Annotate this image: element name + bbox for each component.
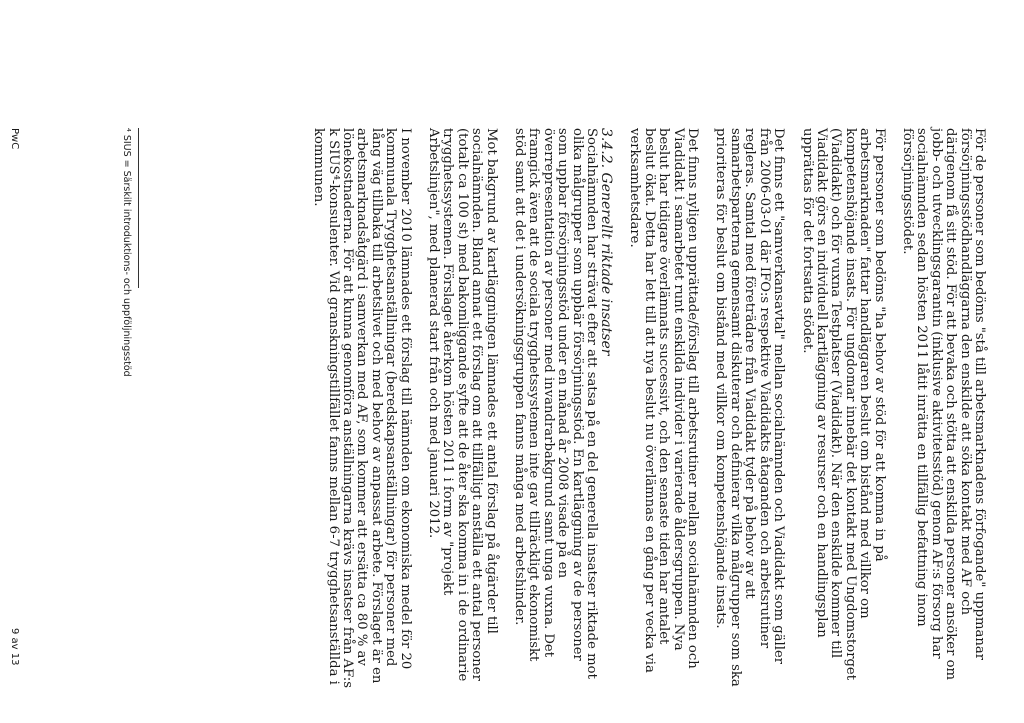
section-heading: 3.4.2. Generellt riktade insatser <box>598 128 615 356</box>
page-number: 9 av 13 <box>9 628 20 666</box>
paragraph: Socialnämnden har strävat efter att satsa på en del generella insatser riktade mot olika målgrupper som uppbär försörjningsstöd. En kartläggning av de personer som uppbar försörjningsstöd under en månad år 2008 visade på en överrepresentation av personer med invandrarbakgrund samt unga vuxna. Det framgick även att de sociala trygghetssystemen inte gav tillräckligt ekonomiskt stöd samt att det i undersökningsgruppen fanns många med arbetshinder. <box>512 128 600 679</box>
footer-brand: PwC <box>9 128 20 150</box>
paragraph: Det finns ett "samverkansavtal" mellan socialnämnden och Viadidakt som gäller från 2006-03-01 där IFO:s respektive Viadidakts åtaganden och arbetsrutiner regleras. Samtal med företrädare från Viadidakt tyder på behov av att samarbetsparterna gemensamt diskuterar och definierar vilka målgrupper som ska prioriteras för beslut om bistånd med villkor om kompetenshöjande insats. <box>713 128 787 687</box>
body-text <box>297 128 986 688</box>
paragraph: Mot bakgrund av kartläggningen lämnades ett antal förslag på åtgärder till socialnämnden. Bland annat ett förslag om att tillfälligt anställa ett antal personer (totalt ca 100 st) med bakomliggande syfte att de åter ska komma in i de ordinarie trygghetssystemen. Förslaget återkom hösten 2011 i form av "projekt Arbetslinjen", med planerad start från och med januari 2012. <box>426 128 499 682</box>
paragraph: För personer som bedöms "ha behov av stöd för att komma in på arbetsmarknaden" fattar handläggaren beslut om bistånd med villkor om kompetenshöjande insats. För ungdomar innebär det kontakt med Ungdomstorget (Viadidakt) och för vuxna Testplatser (Viadidakt). När den enskilde kommer till Viadidakt görs en individuell kartläggning av resurser och en handlingsplan upprättas för det fortsatta stödet. <box>799 128 887 681</box>
footnote-divider <box>138 128 139 288</box>
paragraph: För de personer som bedöms "stå till arbetsmarknadens förfogande" uppmanar försörjningsstödhandläggarna den enskilde att söka kontakt med AF och därigenom få sitt stöd. För att bevaka och stötta att enskilda personer ansöker om jobb- och utvecklingsgarantin (inklusive aktivitetsstöd) genom AF:s försorg har socialnämnden sedan hösten 2011 låtit inrätta en tillfällig befattning inom försörjningsstödet. <box>899 128 987 681</box>
paragraph: Det finns nyligen upprättade/förslag till arbetsrutiner mellan socialnämnden och Viadidakt i samarbetet runt enskilda individer i varierade åldersgruppen. Nya beslut har tidigare överlämnats successivt, och den senaste tiden har antalet beslut ökat. Detta har lett till att nya beslut nu överlämnas en gång per vecka via verksamhetsdare. <box>627 128 701 673</box>
paragraph: I november 2010 lämnades ett förslag till nämnden om ekonomiska medel för 20 kommunala Trygghetsanställningar (beredskapsanställningar) för personer med lång väg tillbaka till arbetslivet och med behov av anpassat arbete. Förslaget är en arbetsmarknadsåtgärd i samverkan med AF, som kommer att ersätta ca 80 % av lönekostnaderna. För att kunna genomföra anställningarna krävs insatser från AF:s k SIUS⁴-konsulenter. Vid granskningstillfället fanns mellan 6-7 trygghetsanställda i kommunen. <box>311 128 413 689</box>
footnote: ⁴ SIUS = Särskilt introduktions- och uppföljningsstöd <box>121 128 132 377</box>
